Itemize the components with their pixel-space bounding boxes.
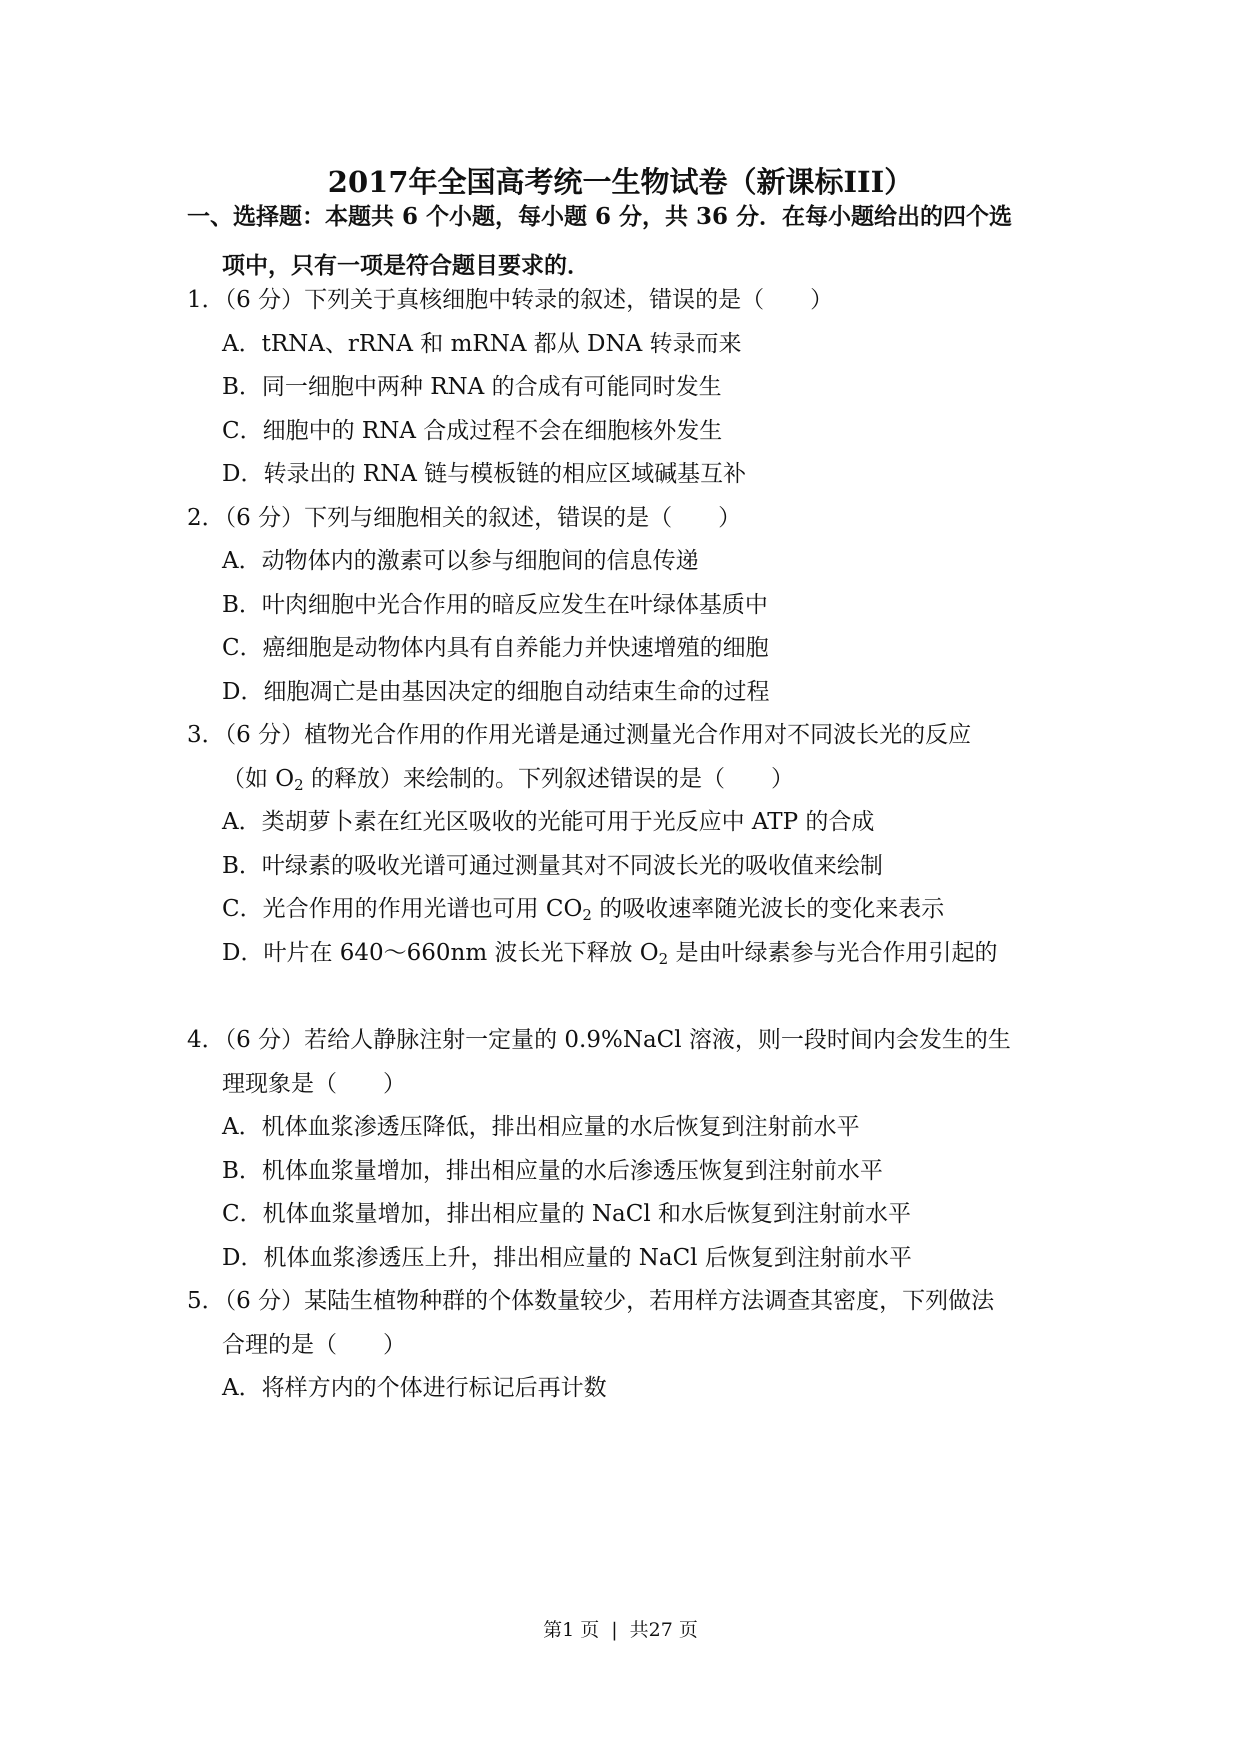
question-1-option-a: A．tRNA、rRNA 和 mRNA 都从 DNA 转录而来 [222, 331, 742, 357]
question-3-option-c: C．光合作用的作用光谱也可用 $CO_2$ 的吸收速率随光波长的变化来表示 [222, 896, 945, 924]
question-1-option-d: D．转录出的 RNA 链与模板链的相应区域碱基互补 [222, 461, 747, 487]
question-1-stem: 1．（6 分）下列关于真核细胞中转录的叙述，错误的是（ ） [187, 287, 834, 313]
section-heading-line2: 项中，只有一项是符合题目要求的． [222, 252, 590, 279]
section-heading-line1: 一、选择题：本题共 6 个小题，每小题 6 分，共 36 分．在每小题给出的四个选 [187, 203, 1013, 230]
section-heading [187, 192, 1067, 290]
question-3-stem: 3．（6 分）植物光合作用的作用光谱是通过测量光合作用对不同波长光的反应 [187, 722, 972, 748]
question-2-option-d: D．细胞凋亡是由基因决定的细胞自动结束生命的过程 [222, 679, 770, 705]
question-5-stem-continued: 合理的是（ ） [222, 1332, 406, 1358]
question-2-stem: 2．（6 分）下列与细胞相关的叙述，错误的是（ ） [187, 505, 742, 531]
question-4-option-b: B．机体血浆量增加，排出相应量的水后渗透压恢复到注射前水平 [222, 1158, 883, 1184]
question-2-option-a: A．动物体内的激素可以参与细胞间的信息传递 [222, 548, 699, 574]
question-4-stem: 4．（6 分）若给人静脉注射一定量的 0.9%NaCl 溶液，则一段时间内会发生的生 [187, 1027, 1011, 1053]
page-footer [0, 1616, 1241, 1644]
page-number: 第1 页 [543, 1619, 600, 1641]
question-2-option-b: B．叶肉细胞中光合作用的暗反应发生在叶绿体基质中 [222, 592, 768, 618]
question-3-option-b: B．叶绿素的吸收光谱可通过测量其对不同波长光的吸收值来绘制 [222, 853, 883, 879]
question-3-option-a: A．类胡萝卜素在红光区吸收的光能可用于光反应中 ATP 的合成 [222, 809, 875, 835]
question-3-stem-continued: （如 $O_2$ 的释放）来绘制的。下列叙述错误的是（ ） [222, 766, 795, 794]
question-4-option-c: C．机体血浆量增加，排出相应量的 NaCl 和水后恢复到注射前水平 [222, 1201, 912, 1227]
question-5-stem: 5．（6 分）某陆生植物种群的个体数量较少，若用样方法调查其密度，下列做法 [187, 1288, 995, 1314]
question-1-option-c: C．细胞中的 RNA 合成过程不会在细胞核外发生 [222, 418, 723, 444]
question-2-option-c: C．癌细胞是动物体内具有自养能力并快速增殖的细胞 [222, 635, 769, 661]
question-5-option-a: A．将样方内的个体进行标记后再计数 [222, 1375, 607, 1401]
question-1-option-b: B．同一细胞中两种 RNA 的合成有可能同时发生 [222, 374, 722, 400]
question-4-stem-continued: 理现象是（ ） [222, 1071, 406, 1097]
question-4-option-d: D．机体血浆渗透压上升，排出相应量的 NaCl 后恢复到注射前水平 [222, 1245, 912, 1271]
question-3-option-d: D．叶片在 640～660nm 波长光下释放 $O_2$ 是由叶绿素参与光合作用引起的 [222, 940, 998, 968]
question-4-option-a: A．机体血浆渗透压降低，排出相应量的水后恢复到注射前水平 [222, 1114, 860, 1140]
page-total: 共27 页 [629, 1619, 698, 1641]
page-title: 2017年全国高考统一生物试卷（新课标III） [327, 165, 914, 199]
footer-separator: | [611, 1619, 618, 1641]
